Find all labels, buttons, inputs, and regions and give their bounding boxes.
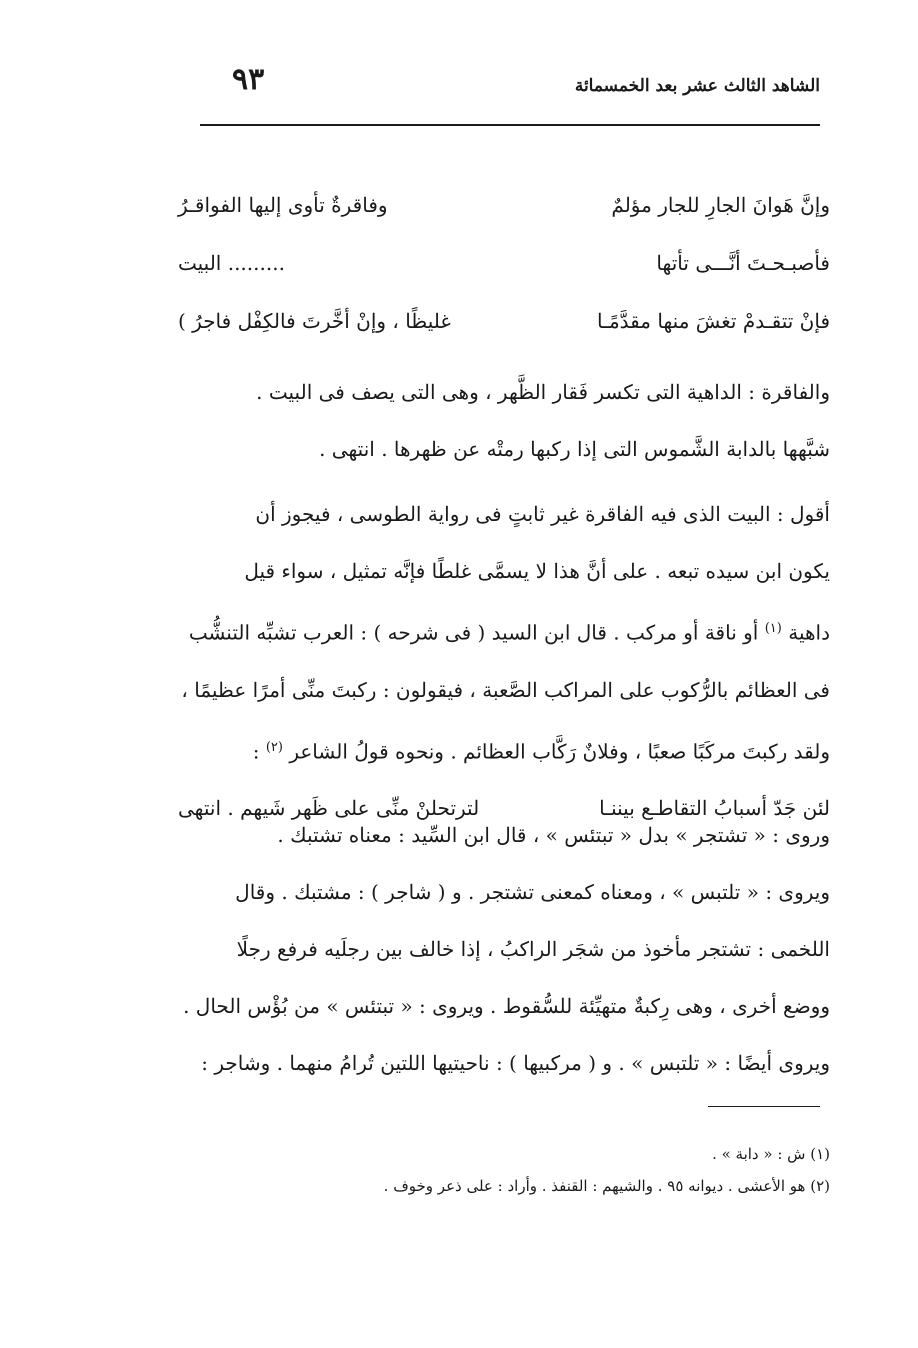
quoted-verse-second-hemistich: لترتحلنْ منِّى على ظَهر شَيهم . انتهى [178, 796, 480, 821]
footnote-marker-1: (١) [764, 621, 782, 636]
header-title: الشاهد الثالث عشر بعد الخمسمائة [574, 76, 820, 96]
verse-3-second-hemistich: غليظًا ، وإنْ أخَّرتَ فالكِفْل فاجرُ ) [178, 309, 451, 333]
text-line: والفاقرة : الداهية التى تكسر فَقار الظَّهر ، وهى التى يصف فى البيت . [256, 380, 830, 404]
verse-3-first-hemistich: فإنْ تتقـدمْ تغشَ منها مقدَّمًـا [597, 309, 830, 333]
text-fragment: أو ناقة أو مركب . قال ابن السيد ( فى شرحه ) : العرب تشبِّه التنشُّب [188, 620, 759, 645]
text-line [178, 719, 830, 781]
paragraph-author-comment [178, 486, 830, 837]
header-rule [200, 124, 820, 126]
text-line: ووضع أخرى ، وهى رِكبةٌ متهيِّئة للسُّقوط . ويروى : « تبتئس » من بُؤْس الحال . [183, 994, 830, 1018]
paragraph-variant-readings [178, 807, 830, 1092]
verse-1 [178, 176, 830, 234]
verse-2 [178, 234, 830, 292]
quoted-verse-first-hemistich: لئن جَدّ أسبابُ التقاطـع بيننـا [599, 796, 830, 821]
verse-1-second-hemistich: وفاقرةٌ تأوى إليها الفواقـرُ [178, 193, 388, 217]
text-fragment: ولقد ركبتَ مركَبًا صعبًا ، وفلانٌ رَكَّاب العظائم . ونحوه قولُ الشاعر [289, 739, 830, 764]
text-line [178, 600, 830, 662]
paragraph-fāqira-definition [178, 364, 830, 478]
verse-3 [178, 292, 830, 350]
running-header [190, 62, 830, 106]
footnote-1: (١) ش : « دابة » . [712, 1145, 830, 1163]
poem-verses [178, 176, 830, 350]
footnote-marker-2: (٢) [265, 739, 283, 755]
footnote-2: (٢) هو الأعشى . ديوانه ٩٥ . والشيهم : القنفذ . وأراد : على ذعر وخوف . [383, 1177, 830, 1195]
text-line: وروى : « تشتجر » بدل « تبتئس » ، قال ابن السِّيد : معناه تشتبك . [277, 823, 830, 847]
text-fragment: : [252, 739, 260, 764]
verse-2-second-hemistich: ......... البيت [178, 251, 285, 275]
page-number: ٩٣ [232, 62, 265, 97]
text-line: شبَّهها بالدابة الشَّموس التى إذا ركبها رمتْه عن ظهرها . انتهى . [319, 437, 830, 461]
verse-1-first-hemistich: وإنَّ هَوانَ الجارِ للجار مؤلمٌ [611, 193, 830, 217]
footnote-rule [708, 1106, 820, 1107]
text-line: ويروى : « تلتبس » ، ومعناه كمعنى تشتجر . و ( شاجر ) : مشتبك . وقال [235, 880, 830, 904]
verse-2-first-hemistich: فأصبـحـتَ أنَّـــى تأتها [656, 251, 830, 275]
text-line: أقول : البيت الذى فيه الفاقرة غير ثابتٍ فى رواية الطوسى ، فيجوز أن [255, 502, 830, 526]
footnotes [200, 1138, 830, 1202]
text-line: فى العظائم بالرُّكوب على المراكب الصَّعبة ، فيقولون : ركبتَ منِّى أمرًا عظيمًا ، [181, 677, 830, 702]
text-line: ويروى أيضًا : « تلتبس » . و ( مركبيها ) : ناحيتيها اللتين تُرامُ منهما . وشاجر : [201, 1051, 830, 1075]
text-line: يكون ابن سيده تبعه . على أنَّ هذا لا يسمَّى غلطًا فإنَّه تمثيل ، سواء قيل [244, 559, 830, 583]
text-fragment: داهية [788, 620, 830, 645]
text-line: اللخمى : تشتجر مأخوذ من شجَر الراكبُ ، إذا خالف بين رجلَيه فرفع رجلًا [236, 937, 830, 961]
